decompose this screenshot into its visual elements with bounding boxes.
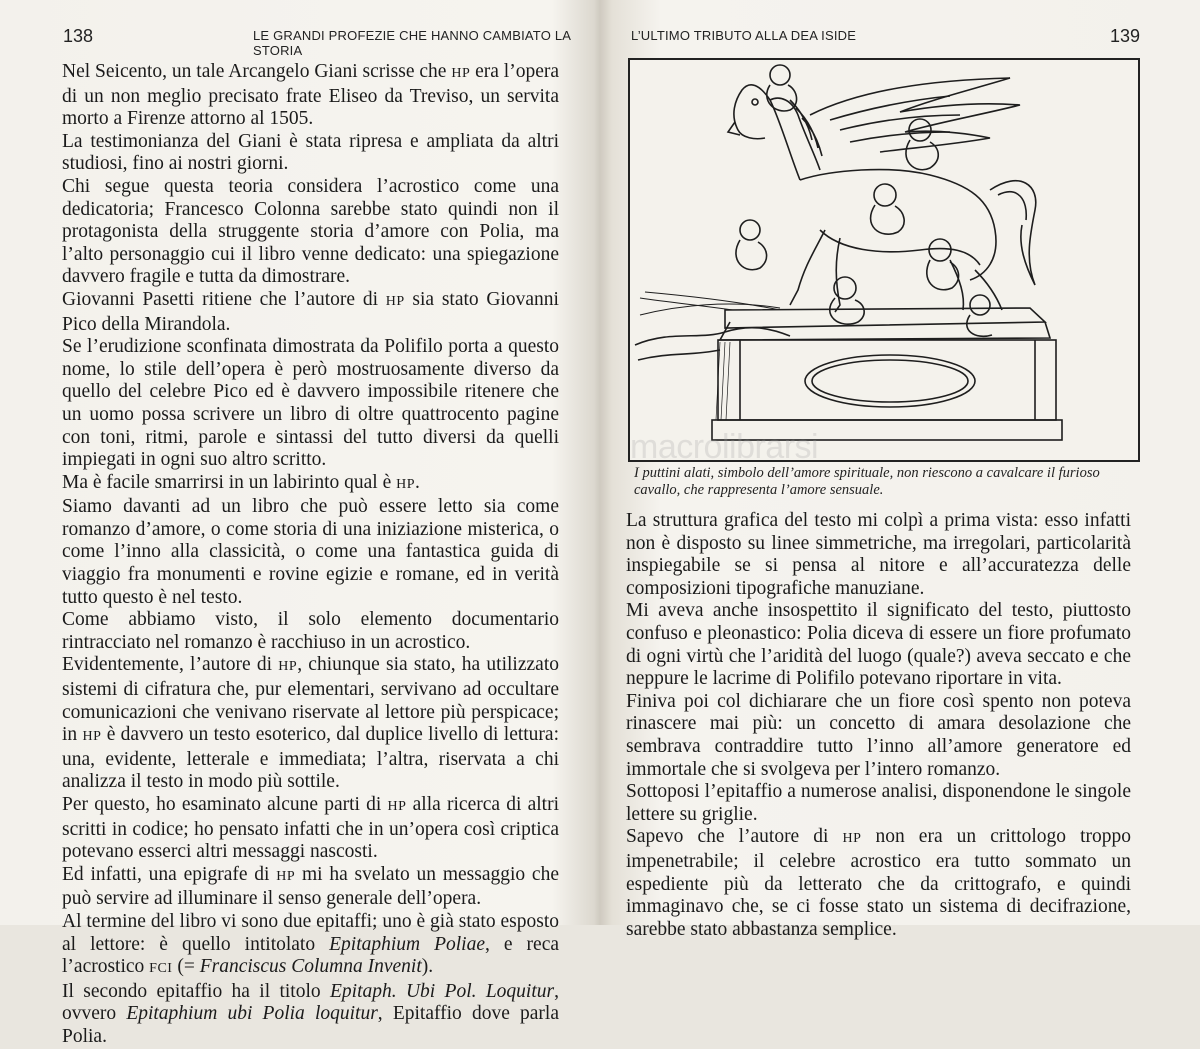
text-run: (= <box>172 956 200 978</box>
paragraph <box>626 826 1131 941</box>
page-number: 139 <box>1110 26 1141 46</box>
woodcut-illustration <box>628 58 1140 462</box>
text-run: HP <box>842 831 862 847</box>
text-run: Nel Seicento, un tale Arcangelo Giani scrisse che <box>62 61 452 82</box>
paragraph <box>62 289 559 336</box>
left-text-column <box>62 61 559 1049</box>
text-run: Per questo, ho esaminato alcune parti di <box>62 794 388 815</box>
text-run: La struttura grafica del testo mi colpì a prima vista: esso infatti non è disposto su linee simmetriche, ma irregolari, particolarità inspiegabile se si pensa al nitore e all’accuratezza delle composizioni tipografiche manuziane. <box>626 510 1131 599</box>
paragraph <box>62 61 559 131</box>
text-run: ). <box>421 956 434 978</box>
text-run: alla ricerca di altri scritti in codice; ho pensato infatti che in un’opera così criptica potevano esserci altri messaggi nascosti. <box>62 794 560 863</box>
paragraph <box>62 336 559 472</box>
text-run: HP <box>276 868 296 884</box>
text-run: Siamo davanti ad un libro che può essere letto sia come romanzo d’amore, o come storia di una iniziazione misterica, o come l’inno alla classicità, o come una fantastica guida di viaggio fra monumenti e rovine egizie e romane, ed in verità tutto questo è nel testo. <box>62 496 559 608</box>
paragraph <box>626 510 1131 600</box>
text-run: Ma è facile smarrirsi in un labirinto qual è <box>62 471 397 493</box>
running-head: LE GRANDI PROFEZIE CHE HANNO CAMBIATO LA STORIA <box>253 28 571 58</box>
paragraph <box>62 176 559 289</box>
right-text-column <box>626 510 1131 941</box>
paragraph <box>62 864 559 911</box>
paragraph <box>62 911 559 981</box>
text-run: Come abbiamo visto, il solo elemento documentario rintracciato nel romanzo è racchiuso in un acrostico. <box>62 609 559 653</box>
running-head: L’ULTIMO TRIBUTO ALLA DEA ISIDE <box>631 28 857 43</box>
figure-caption: I puttini alati, simbolo dell’amore spirituale, non riescono a cavalcare il furioso cavallo, che rappresenta l’amore sensuale. <box>634 465 1100 498</box>
paragraph <box>62 131 559 176</box>
text-run: HP <box>385 293 405 309</box>
text-run: Mi aveva anche insospettito il significato del testo, piuttosto confuso e pleonastico: Polia diceva di essere un fiore profumato di ogni virtù che l’aridità del luogo (quale?) aveva seccato e che neppure le lacrime di Polifilo potevano riportare in vita. <box>626 600 1131 690</box>
text-run: Epitaphium Poliae <box>329 933 486 955</box>
text-run: Sottoposi l’epitaffio a numerose analisi, disponendone le singole lettere su griglie. <box>626 781 1131 825</box>
paragraph <box>62 472 559 497</box>
text-run: La testimonianza del Giani è stata ripresa e ampliata da altri studiosi, fino ai nostri giorni. <box>62 130 559 175</box>
text-run: era l’opera di un non meglio precisato frate Eliseo da Treviso, un servita morto a Firenze attorno al 1505. <box>62 61 560 130</box>
text-run: HP <box>396 476 416 492</box>
text-run: Evidentemente, l’autore di <box>62 654 279 676</box>
text-run: Se l’erudizione sconfinata dimostrata da Polifilo porta a questo nome, lo stile dell’opera è però mostruosamente diverso da quello del celebre Pico ed è davvero impossibile ritenere che un uomo possa scrivere un libro di oltre quattrocento pagine con toni, ritmi, parole e sintassi del tutto diversi da quelli impiegati in ogni suo altro scritto. <box>62 336 559 471</box>
paragraph <box>62 496 559 609</box>
paragraph <box>626 781 1131 826</box>
left-page <box>0 0 596 1047</box>
text-run: è davvero un testo esoterico, dal duplice livello di lettura: una, evidente, letterale e immediata; l’altra, riservata a chi analizza il testo in modo più sottile. <box>62 724 559 793</box>
woodcut-winged-horse-with-putti-icon <box>630 60 1134 456</box>
text-run: HP <box>278 659 298 675</box>
text-run: , e reca l’acrostico <box>62 933 560 978</box>
text-run: , Epitaffio dove parla Polia. <box>62 1003 559 1047</box>
watermark: macrolibrarsi <box>630 428 819 466</box>
text-run: HP <box>82 729 102 745</box>
text-run: non era un crittologo troppo impenetrabile; il celebre acrostico era tutto sommato un espediente più da letterato che da crittografo, e quindi immaginavo che, se ci fosse stato un sistema di decifrazione, sarebbe stato abbastanza semplice. <box>626 826 1132 940</box>
paragraph <box>62 981 559 1049</box>
text-run: Al termine del libro vi sono due epitaffi; uno è già stato esposto al lettore: è quello intitolato <box>62 910 559 955</box>
text-run: , chiunque sia stato, ha utilizzato sistemi di cifratura che, pur elementari, servivano ad occultare comunicazioni che venivano riservate al lettore più perspicace; in <box>62 654 559 746</box>
text-run: HP <box>387 799 407 814</box>
paragraph <box>62 794 559 864</box>
text-run: mi ha svelato un messaggio che può servire ad illuminare il senso generale dell’opera. <box>62 863 559 910</box>
text-run: Epitaph. Ubi Pol. Loquitur <box>329 980 555 1002</box>
text-run: FCI <box>149 961 173 977</box>
text-run: Sapevo che l’autore di <box>626 826 843 848</box>
text-run: . <box>415 471 420 493</box>
text-run: Franciscus Columna Invenit <box>199 956 422 978</box>
text-run: Epitaphium ubi Polia loquitur <box>126 1003 378 1025</box>
text-run: Chi segue questa teoria considera l’acrostico come una dedicatoria; Francesco Colonna sarebbe stato quindi non il protagonista della struggente storia d’amore con Polia, ma l’alto personaggio cui il libro venne dedicato: una spiegazione davvero fragile e tutta da dimostrare. <box>62 175 559 288</box>
paragraph <box>62 609 559 654</box>
text-run: HP <box>451 66 471 81</box>
text-run: Giovanni Pasetti ritiene che l’autore di <box>62 288 386 310</box>
paragraph <box>626 691 1131 781</box>
text-run: Il secondo epitaffio ha il titolo <box>62 980 330 1002</box>
page-number: 138 <box>63 26 94 46</box>
paragraph <box>62 654 559 794</box>
text-run: , ovvero <box>62 980 559 1025</box>
text-run: Ed infatti, una epigrafe di <box>62 863 277 885</box>
text-run: sia stato Giovanni Pico della Mirandola. <box>62 288 559 335</box>
paragraph <box>626 600 1131 690</box>
text-run: Finiva poi col dichiarare che un fiore così spento non poteva rinascere mai più: un concetto di amara desolazione che sembrava contraddire tutto l’inno all’amore generatore ed immortale che si svolgeva per l’intero romanzo. <box>626 690 1131 780</box>
